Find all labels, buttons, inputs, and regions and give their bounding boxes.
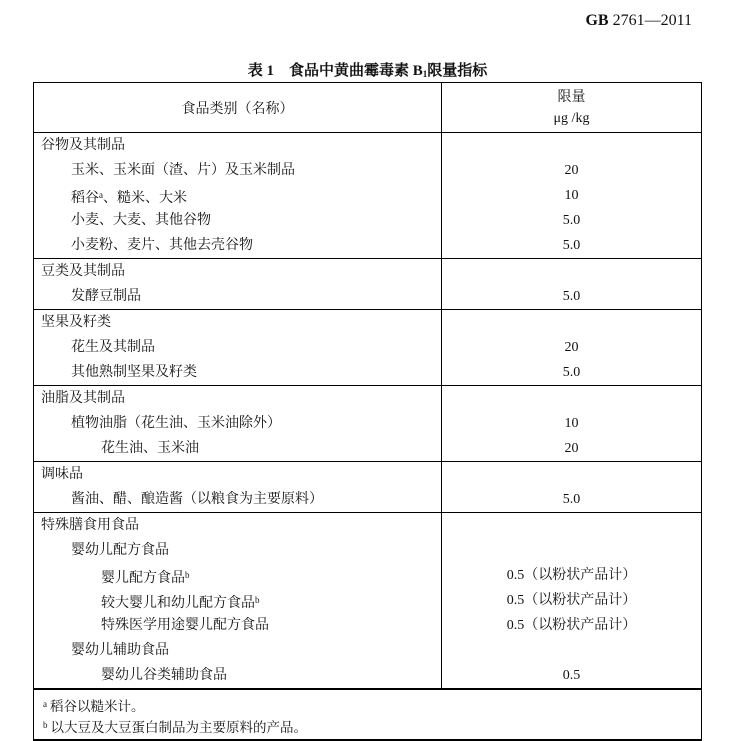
- table-row: [34, 233, 701, 258]
- food-category-cell: [34, 563, 442, 588]
- food-category-cell: [34, 386, 442, 411]
- food-category-label: 婴幼儿辅助食品: [71, 643, 169, 658]
- table-footnote: [34, 694, 701, 715]
- table-section: [34, 462, 701, 513]
- table-row: [34, 663, 701, 688]
- table-footnote: [34, 715, 701, 736]
- limit-value-cell: [442, 259, 701, 284]
- limit-value-cell: [442, 310, 701, 335]
- table-row: [34, 208, 701, 233]
- food-category-label: 花生及其制品: [71, 340, 155, 355]
- food-category-cell: [34, 462, 442, 487]
- food-category-label: 发酵豆制品: [71, 289, 141, 304]
- standard-code: GB: [585, 12, 609, 29]
- limit-value-cell: 10: [564, 416, 579, 431]
- food-category-cell: [34, 663, 442, 688]
- limit-value-cell: 20: [564, 340, 579, 355]
- table-row: [34, 436, 701, 461]
- table-title-text: 表 1 食品中黄曲霉毒素 B: [247, 63, 423, 79]
- food-category-cell: [34, 208, 442, 233]
- table-row: [34, 613, 701, 638]
- food-category-label: 婴儿配方食品: [101, 571, 185, 586]
- footnote-marker: a: [43, 699, 47, 709]
- food-category-cell: [34, 284, 442, 309]
- footnote-text: 稻谷以糙米计。: [50, 699, 145, 714]
- limit-value-cell: 0.5（以粉状产品计）: [506, 618, 637, 633]
- table-row: [34, 538, 701, 563]
- food-category-label: 稻谷: [71, 191, 99, 206]
- table-row: [34, 284, 701, 309]
- food-category-cell: [34, 360, 442, 385]
- table-header-row: [34, 83, 701, 133]
- footnote-marker: a: [99, 190, 103, 200]
- table-body: [34, 133, 701, 688]
- column-header-food-category: 食品类别（名称）: [34, 83, 442, 132]
- column-header-limit: [442, 83, 701, 132]
- limit-unit: μg /kg: [553, 110, 590, 126]
- footnote-marker: b: [185, 570, 190, 580]
- food-category-cell: [34, 538, 442, 563]
- food-category-label: 玉米、玉米面（渣、片）及玉米制品: [71, 163, 295, 178]
- limit-label: 限量: [557, 89, 586, 105]
- footnote-marker: b: [255, 595, 260, 605]
- limit-value-cell: 10: [564, 188, 579, 203]
- food-category-cell: [34, 487, 442, 512]
- footnote-text: 以大豆及大豆蛋白制品为主要原料的产品。: [50, 720, 307, 735]
- food-category-label: 花生油、玉米油: [101, 441, 199, 456]
- table-row: [34, 259, 701, 284]
- limit-value-cell: [442, 638, 701, 663]
- food-category-label: 较大婴儿和幼儿配方食品: [101, 596, 255, 611]
- food-category-label: 特殊医学用途婴儿配方食品: [101, 618, 269, 633]
- table-row: [34, 158, 701, 183]
- limit-value-cell: 5.0: [562, 289, 581, 304]
- food-category-cell: [34, 638, 442, 663]
- table-section: [34, 259, 701, 310]
- food-category-label: 小麦粉、麦片、其他去壳谷物: [71, 238, 253, 253]
- limit-value-cell: [442, 513, 701, 538]
- food-category-label: 婴幼儿配方食品: [71, 543, 169, 558]
- food-category-cell: [34, 310, 442, 335]
- food-category-label: 植物油脂（花生油、玉米油除外）: [71, 416, 281, 431]
- table-row: [34, 513, 701, 538]
- limit-value-cell: [442, 538, 701, 563]
- food-category-cell: [34, 436, 442, 461]
- food-category-label: 婴幼儿谷类辅助食品: [101, 668, 227, 683]
- limit-value-cell: 5.0: [562, 492, 581, 507]
- food-category-label: 谷物及其制品: [41, 138, 125, 153]
- food-category-label-rest: 、糙米、大米: [103, 191, 187, 206]
- limit-value-cell: 0.5: [562, 668, 581, 683]
- table-row: [34, 638, 701, 663]
- limit-value-cell: [442, 133, 701, 158]
- food-category-label: 其他熟制坚果及籽类: [71, 365, 197, 380]
- limits-table: [33, 82, 702, 741]
- table-section: [34, 386, 701, 462]
- limit-value-cell: 0.5（以粉状产品计）: [506, 593, 637, 608]
- food-category-label: 酱油、醋、酿造酱（以粮食为主要原料）: [71, 492, 323, 507]
- table-row: [34, 588, 701, 613]
- food-category-label: 豆类及其制品: [41, 264, 125, 279]
- food-category-label: 坚果及籽类: [41, 315, 111, 330]
- limit-value-cell: [442, 386, 701, 411]
- food-category-label: 特殊膳食用食品: [41, 518, 139, 533]
- food-category-cell: [34, 158, 442, 183]
- table-row: [34, 335, 701, 360]
- limit-value-cell: [442, 462, 701, 487]
- standard-number: [33, 12, 702, 30]
- table-row: [34, 386, 701, 411]
- limit-value-cell: 5.0: [562, 238, 581, 253]
- food-category-label: 油脂及其制品: [41, 391, 125, 406]
- footnote-marker: b: [43, 720, 48, 730]
- limit-value-cell: 20: [564, 441, 579, 456]
- food-category-cell: [34, 411, 442, 436]
- table-row: [34, 183, 701, 208]
- table-row: [34, 360, 701, 385]
- limit-value-cell: 5.0: [562, 365, 581, 380]
- table-section: [34, 133, 701, 259]
- table-section: [34, 513, 701, 688]
- limit-value-cell: 20: [564, 163, 579, 178]
- table-title: [33, 59, 702, 80]
- food-category-cell: [34, 133, 442, 158]
- food-category-label: 调味品: [41, 467, 83, 482]
- table-row: [34, 411, 701, 436]
- food-category-cell: [34, 259, 442, 284]
- standard-year: 2761—2011: [608, 12, 692, 29]
- table-footnotes: [34, 688, 701, 739]
- limit-value-cell: 5.0: [562, 213, 581, 228]
- food-category-cell: [34, 513, 442, 538]
- table-row: [34, 487, 701, 512]
- table-row: [34, 133, 701, 158]
- table-row: [34, 563, 701, 588]
- food-category-cell: [34, 183, 442, 208]
- food-category-label: 小麦、大麦、其他谷物: [71, 213, 211, 228]
- food-category-cell: [34, 335, 442, 360]
- limit-value-cell: 0.5（以粉状产品计）: [506, 568, 637, 583]
- table-title-subscript: 1: [422, 69, 428, 79]
- table-title-rest: 限量指标: [427, 63, 488, 79]
- food-category-cell: [34, 613, 442, 638]
- table-row: [34, 462, 701, 487]
- table-row: [34, 310, 701, 335]
- food-category-cell: [34, 588, 442, 613]
- table-section: [34, 310, 701, 386]
- food-category-cell: [34, 233, 442, 258]
